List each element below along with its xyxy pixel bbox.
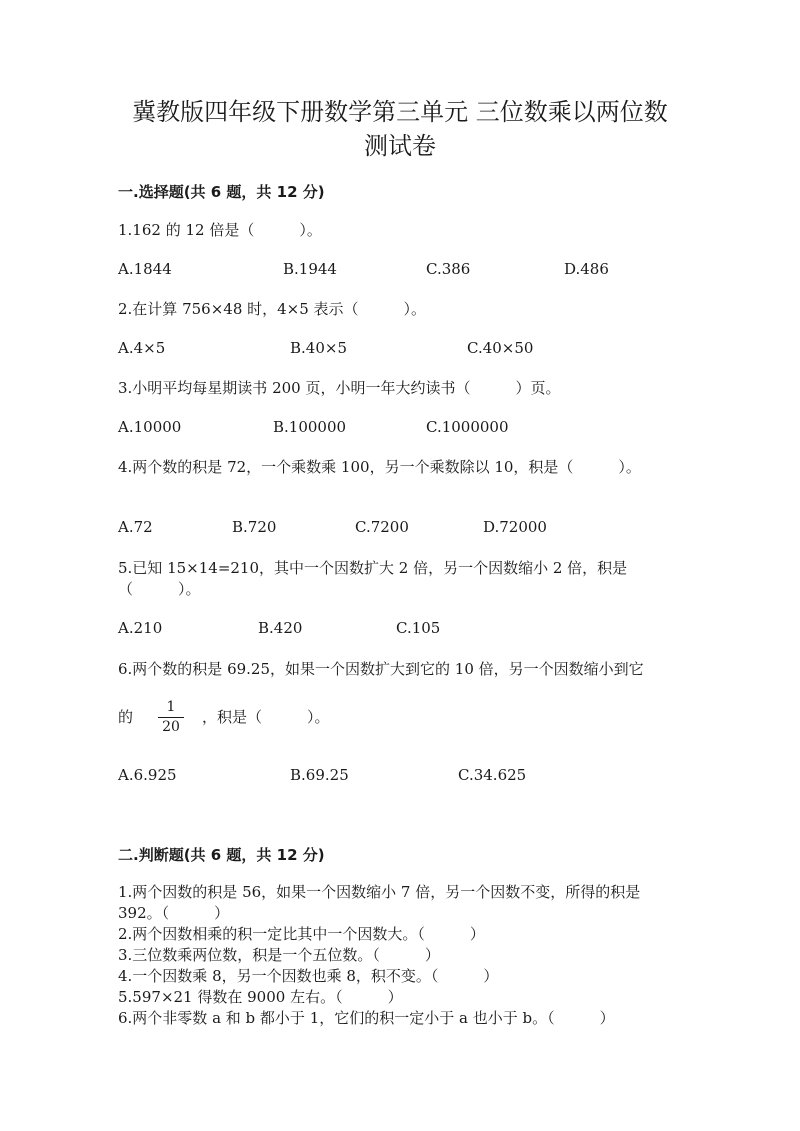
- option-1c[interactable]: C.386: [426, 260, 471, 278]
- option-4b[interactable]: B.720: [232, 518, 277, 536]
- option-2c[interactable]: C.40×50: [467, 339, 534, 357]
- judgment-item-1-line1: 1.两个因数的积是 56，如果一个因数缩小 7 倍，另一个因数不变，所得的积是: [118, 883, 641, 901]
- question-2: 2.在计算 756×48 时，4×5 表示（ ）。: [118, 300, 427, 318]
- option-4c[interactable]: C.7200: [355, 518, 409, 536]
- judgment-item-1-line2: 392。（ ）: [118, 904, 230, 922]
- option-5c[interactable]: C.105: [396, 619, 441, 637]
- option-5a[interactable]: A.210: [118, 619, 163, 637]
- section-heading-multiple-choice: 一.选择题(共 6 题，共 12 分): [118, 183, 325, 201]
- option-2b[interactable]: B.40×5: [290, 339, 347, 357]
- option-1b[interactable]: B.1944: [283, 260, 337, 278]
- option-2a[interactable]: A.4×5: [118, 339, 166, 357]
- question-1: 1.162 的 12 倍是（ ）。: [118, 221, 322, 239]
- section-heading-true-false: 二.判断题(共 6 题，共 12 分): [118, 846, 325, 864]
- fraction-numerator: 1: [166, 699, 176, 715]
- option-3b[interactable]: B.100000: [273, 418, 347, 436]
- question-5-line1: 5.已知 15×14=210，其中一个因数扩大 2 倍，另一个因数缩小 2 倍，积是: [118, 559, 628, 577]
- option-6c[interactable]: C.34.625: [458, 766, 527, 784]
- judgment-item-6: 6.两个非零数 a 和 b 都小于 1，它们的积一定小于 a 也小于 b。（ ）: [118, 1009, 615, 1027]
- question-6-line2-suffix: ，积是（ ）。: [202, 708, 330, 726]
- option-6a[interactable]: A.6.925: [118, 766, 177, 784]
- option-4a[interactable]: A.72: [118, 518, 153, 536]
- option-4d[interactable]: D.72000: [483, 518, 547, 536]
- option-3a[interactable]: A.10000: [118, 418, 182, 436]
- document-title-line1: 冀教版四年级下册数学第三单元 三位数乘以两位数: [132, 98, 668, 126]
- question-6-line1: 6.两个数的积是 69.25，如果一个因数扩大到它的 10 倍，另一个因数缩小到它: [118, 660, 644, 678]
- judgment-item-3: 3.三位数乘两位数，积是一个五位数。（ ）: [118, 946, 440, 964]
- document-title-line2: 测试卷: [364, 132, 436, 160]
- fraction-denominator: 20: [162, 719, 180, 735]
- judgment-item-2: 2.两个因数相乘的积一定比其中一个因数大。（ ）: [118, 925, 485, 943]
- option-3c[interactable]: C.1000000: [426, 418, 509, 436]
- fraction-one-twentieth: [158, 699, 184, 736]
- option-1d[interactable]: D.486: [564, 260, 609, 278]
- question-6-line2-prefix: 的: [118, 708, 134, 726]
- question-5-line2: （ ）。: [118, 580, 201, 598]
- option-1a[interactable]: A.1844: [118, 260, 172, 278]
- fraction-bar: [158, 717, 184, 718]
- judgment-item-5: 5.597×21 得数在 9000 左右。（ ）: [118, 988, 403, 1006]
- option-5b[interactable]: B.420: [258, 619, 303, 637]
- question-3: 3.小明平均每星期读书 200 页，小明一年大约读书（ ）页。: [118, 379, 561, 397]
- judgment-item-4: 4.一个因数乘 8，另一个因数也乘 8，积不变。（ ）: [118, 967, 499, 985]
- question-4: 4.两个数的积是 72，一个乘数乘 100，另一个乘数除以 10，积是（ ）。: [118, 458, 641, 476]
- option-6b[interactable]: B.69.25: [290, 766, 349, 784]
